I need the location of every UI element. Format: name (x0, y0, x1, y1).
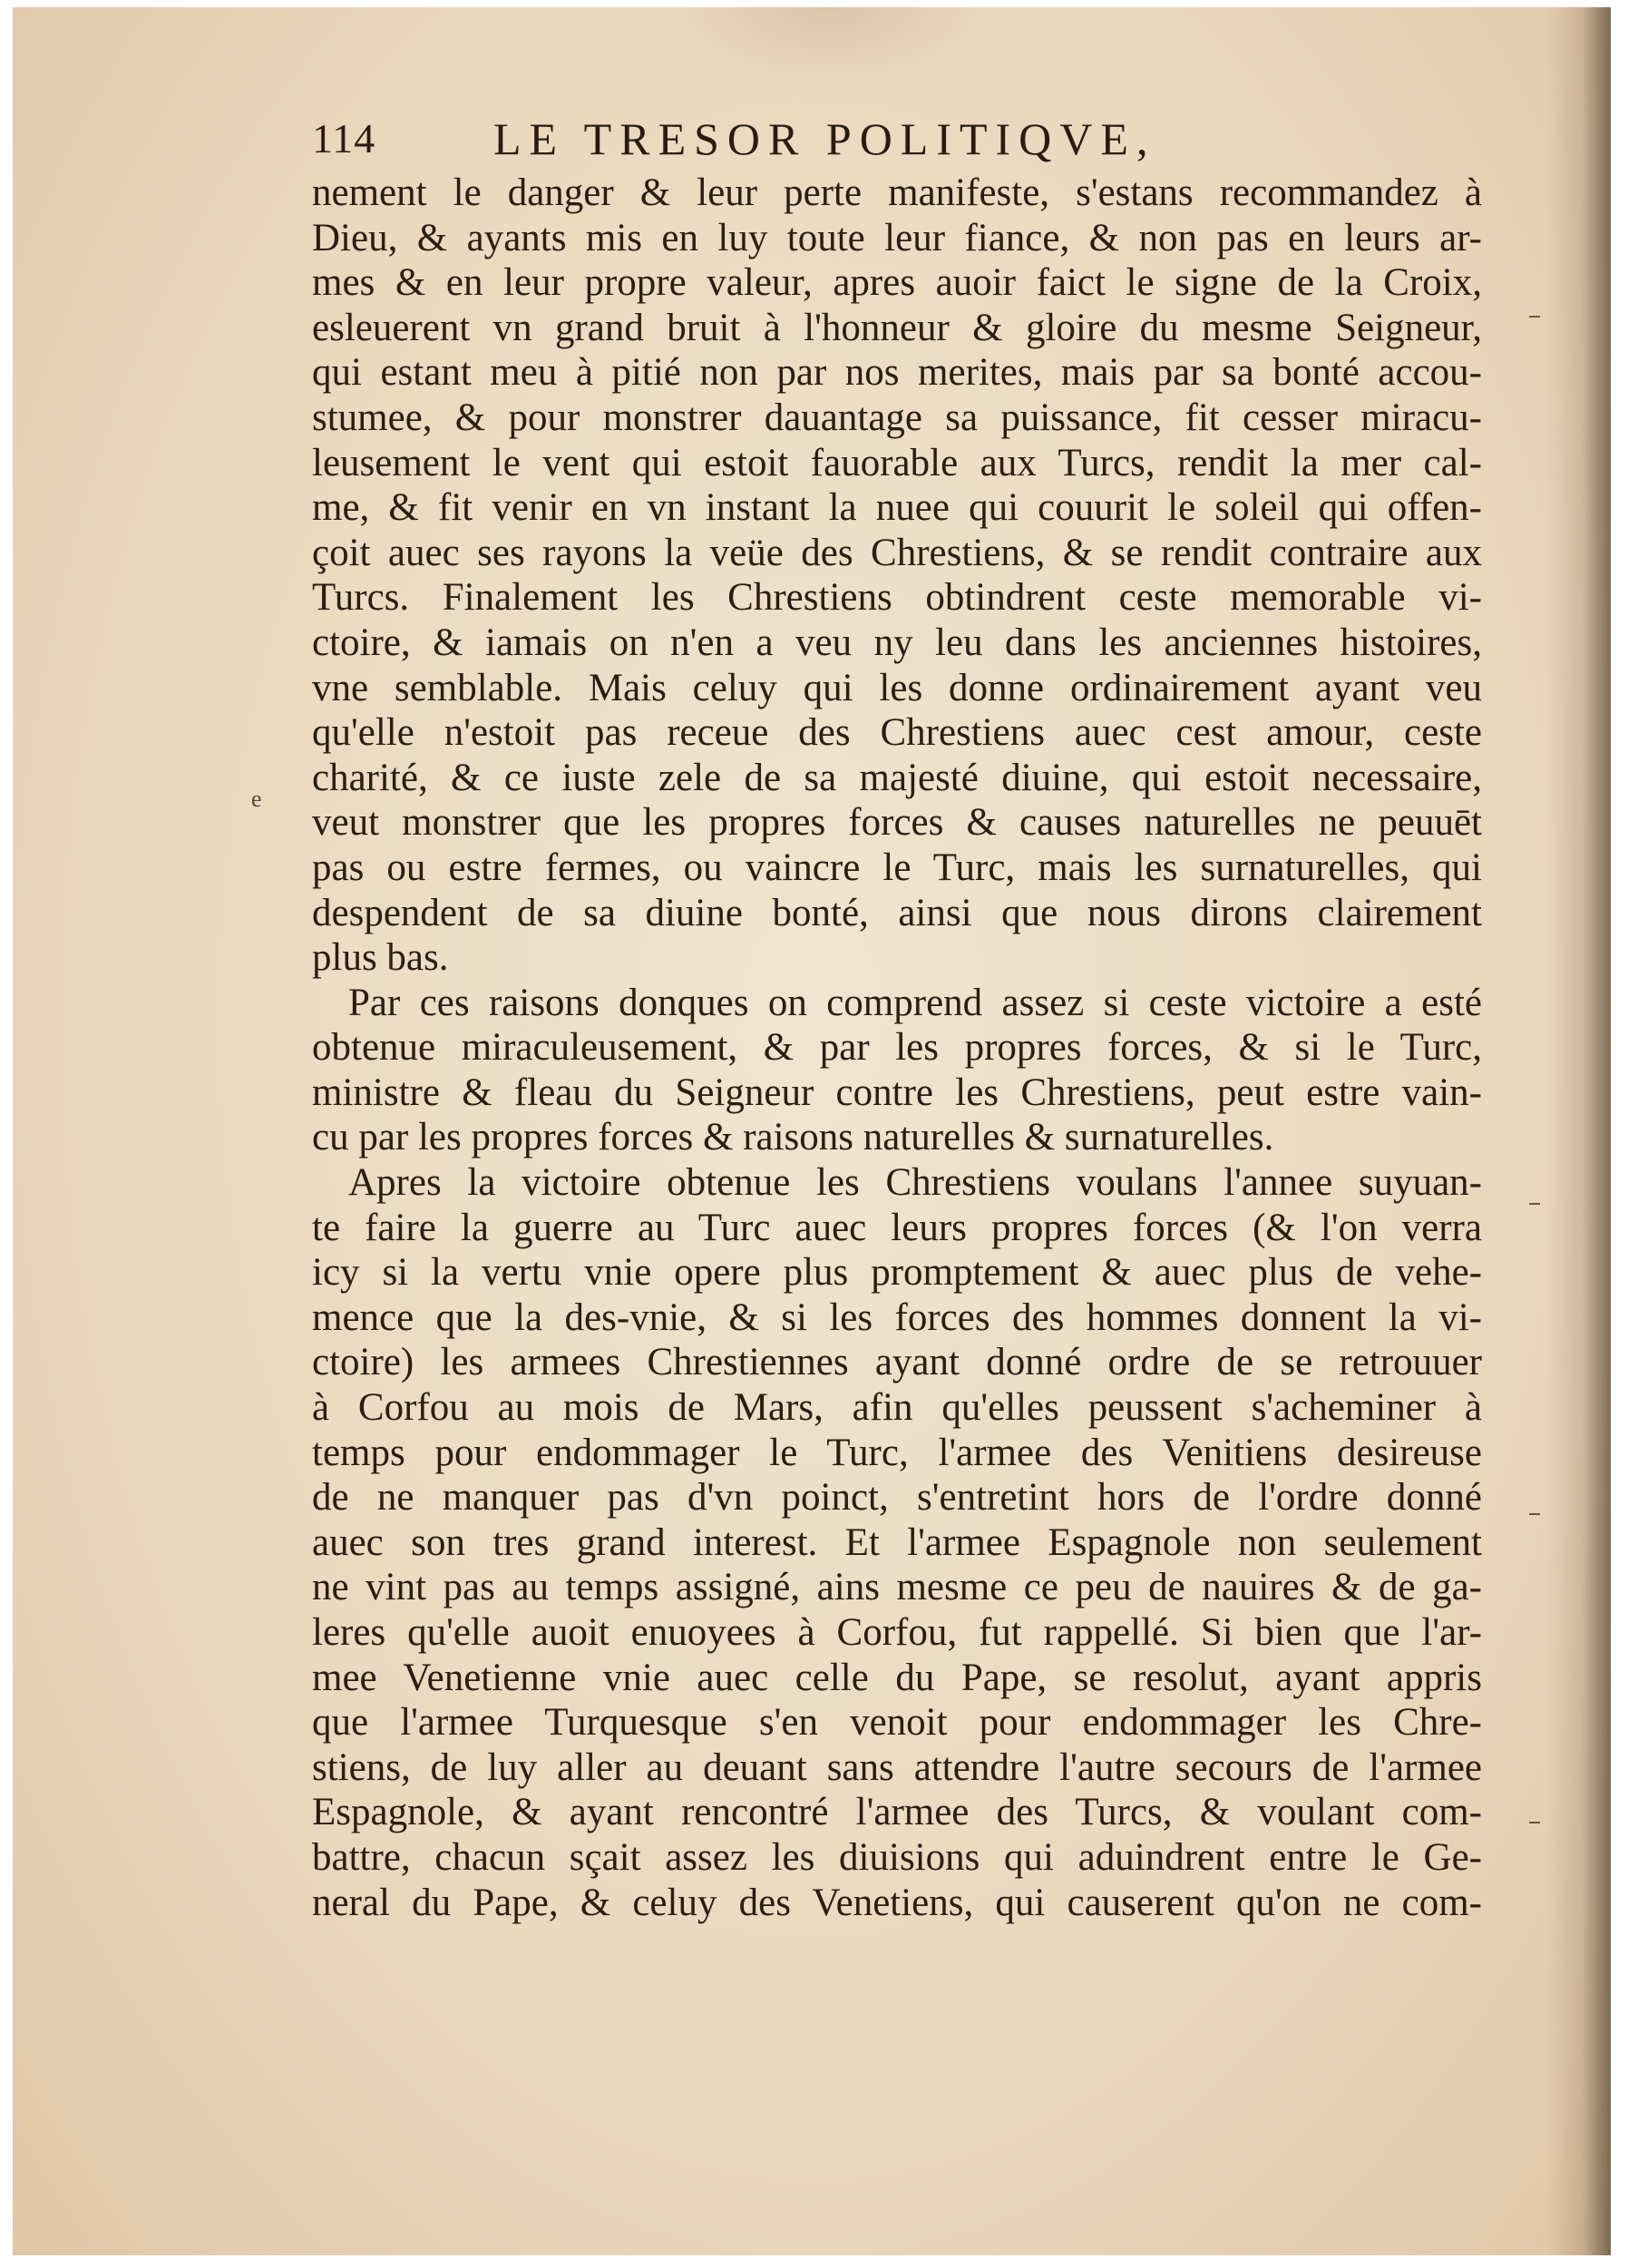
text-line: de ne manquer pas d'vn poinct, s'entretint hors de l'ordre donné (312, 1476, 1482, 1520)
text-line: icy si la vertu vnie opere plus promptement & auec plus de vehe- (312, 1251, 1482, 1295)
page-gutter-shadow (1547, 7, 1611, 2255)
text-line: Dieu, & ayants mis en luy toute leur fiance, & non pas en leurs ar- (312, 216, 1482, 259)
text-line: plus bas. (312, 936, 449, 980)
text-line: çoit auec ses rayons la veüe des Chrestiens, & se rendit contraire aux (312, 531, 1482, 574)
text-line: temps pour endommager le Turc, l'armee des Venitiens desireuse (312, 1431, 1482, 1474)
text-line: Espagnole, & ayant rencontré l'armee des Turcs, & voulant com- (312, 1791, 1482, 1834)
text-line: pas ou estre fermes, ou vaincre le Turc, mais les surnaturelles, qui (312, 846, 1482, 889)
text-line: esleuerent vn grand bruit à l'honneur & gloire du mesme Seigneur, (312, 306, 1482, 349)
text-line: mence que la des-vnie, & si les forces des hommes donnent la vi- (312, 1295, 1482, 1339)
running-title: LE TRESOR POLITIQVE, (493, 113, 1156, 164)
text-line: mes & en leur propre valeur, apres auoir faict le signe de la Croix, (312, 261, 1482, 305)
text-line: te faire la guerre au Turc auec leurs propres forces (& l'on verra (312, 1206, 1482, 1249)
text-line: leusement le vent qui estoit fauorable aux Turcs, rendit la mer cal- (312, 441, 1482, 484)
text-line: à Corfou au mois de Mars, afin qu'elles peussent s'acheminer à (312, 1386, 1482, 1430)
text-line: ctoire, & iamais on n'en a veu ny leu dans les anciennes histoires, (312, 621, 1482, 664)
text-line: auec son tres grand interest. Et l'armee Espagnole non seulement (312, 1520, 1482, 1564)
body-text (312, 171, 1482, 1925)
book-page (13, 7, 1611, 2255)
text-line: nement le danger & leur perte manifeste, s'estans recommandez à (312, 171, 1482, 214)
text-line: que l'armee Turquesque s'en venoit pour endommager les Chre- (312, 1701, 1482, 1745)
text-line: battre, chacun sçait assez les diuisions qui aduindrent entre le Ge- (312, 1835, 1482, 1879)
text-line: leres qu'elle auoit enuoyees à Corfou, fut rappellé. Si bien que l'ar- (312, 1611, 1482, 1654)
text-line: qu'elle n'estoit pas receue des Chrestiens auec cest amour, ceste (312, 711, 1482, 755)
paper-stain (666, 7, 992, 89)
text-line: cu par les propres forces & raisons naturelles & surnaturelles. (312, 1116, 1274, 1159)
text-line: stumee, & pour monstrer dauantage sa puissance, fit cesser miracu- (312, 396, 1482, 439)
text-line: obtenue miraculeusement, & par les propres forces, & si le Turc, (312, 1026, 1482, 1070)
text-line: vne semblable. Mais celuy qui les donne ordinairement ayant veu (312, 666, 1482, 709)
margin-tick (1529, 316, 1540, 318)
text-line: neral du Pape, & celuy des Venetiens, qui causerent qu'on ne com- (312, 1881, 1482, 1924)
text-line: veut monstrer que les propres forces & causes naturelles ne peuuēt (312, 801, 1482, 845)
text-line: stiens, de luy aller au deuant sans attendre l'autre secours de l'armee (312, 1745, 1482, 1789)
text-line: mee Venetienne vnie auec celle du Pape, se resolut, ayant appris (312, 1656, 1482, 1699)
text-line: Par ces raisons donques on comprend assez si ceste victoire a esté (348, 981, 1482, 1024)
text-line: me, & fit venir en vn instant la nuee qui couurit le soleil qui offen- (312, 486, 1482, 530)
text-line: ne vint pas au temps assigné, ains mesme ce peu de nauires & de ga- (312, 1566, 1482, 1609)
paragraph-2 (312, 981, 1482, 1160)
text-line: Apres la victoire obtenue les Chrestiens voulans l'annee suyuan- (348, 1161, 1482, 1205)
text-line: charité, & ce iuste zele de sa majesté diuine, qui estoit necessaire, (312, 756, 1482, 799)
margin-note-mark: e (251, 786, 262, 812)
paragraph-1 (312, 171, 1482, 981)
text-line: ctoire) les armees Chrestiennes ayant donné ordre de se retrouuer (312, 1341, 1482, 1384)
folio-number: 114 (312, 115, 376, 161)
text-line: Turcs. Finalement les Chrestiens obtindrent ceste memorable vi- (312, 576, 1482, 620)
paragraph-3 (312, 1160, 1482, 1925)
margin-tick (1529, 1822, 1540, 1823)
margin-tick (1529, 1513, 1540, 1515)
page-header (312, 107, 1382, 171)
text-line: ministre & fleau du Seigneur contre les Chrestiens, peut estre vain- (312, 1070, 1482, 1114)
text-line: despendent de sa diuine bonté, ainsi que nous dirons clairement (312, 891, 1482, 934)
margin-tick (1529, 1203, 1540, 1205)
text-line: qui estant meu à pitié non par nos merites, mais par sa bonté accou- (312, 351, 1482, 395)
